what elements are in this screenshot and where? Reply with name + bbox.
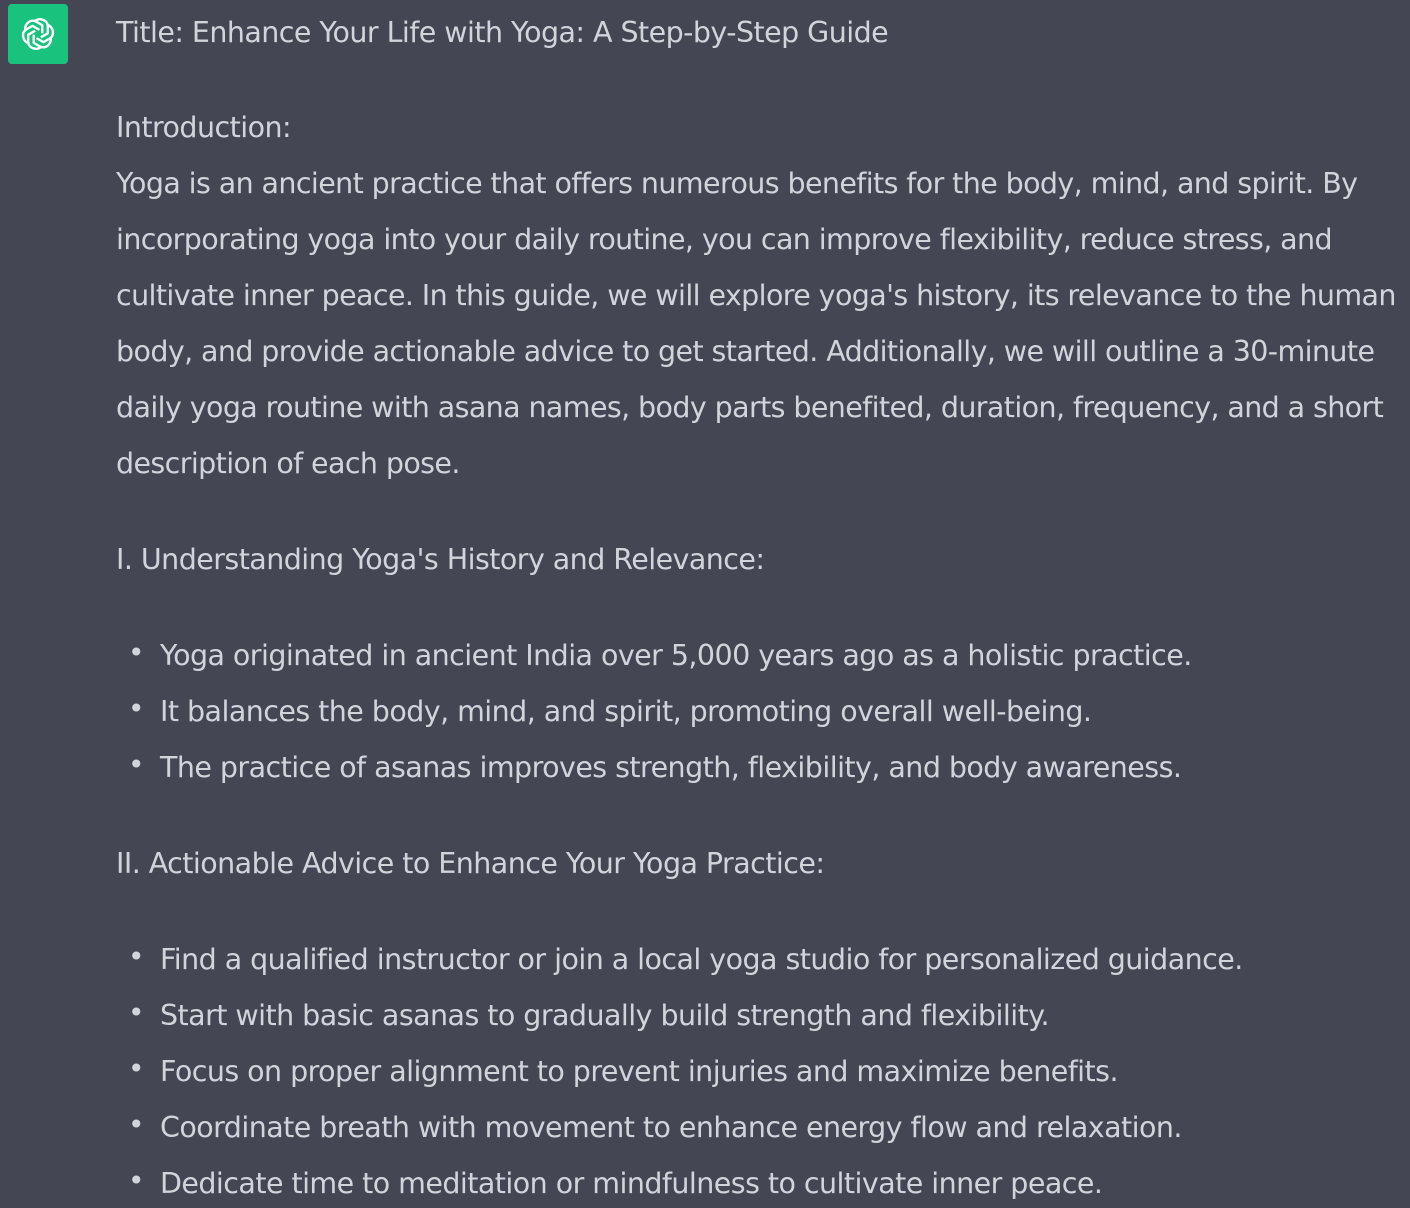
list-item-text: Focus on proper alignment to prevent injuries and maximize benefits. [160,1055,1118,1088]
message-title: Title: Enhance Your Life with Yoga: A Step-by-Step Guide [116,16,889,49]
list-item [116,932,1408,988]
openai-logo-icon [17,13,59,55]
list-item [116,684,1408,740]
list-item-text: It balances the body, mind, and spirit, promoting overall well-being. [160,695,1092,728]
list-item [116,740,1408,796]
assistant-avatar [8,4,68,64]
bullet-icon: • [128,940,144,973]
list-item [116,1156,1408,1208]
list-item [116,1100,1408,1156]
list-item-text: Yoga originated in ancient India over 5,000 years ago as a holistic practice. [160,639,1192,672]
intro-paragraph: Yoga is an ancient practice that offers numerous benefits for the body, mind, and spirit. By incorporating yoga into your daily routine, you can improve flexibility, reduce stress, and cultivate inner peace. In this guide, we will explore yoga's history, its relevance to the human body, and provide actionable advice to get started. Additionally, we will outline a 30-minute daily yoga routine with asana names, body parts benefited, duration, frequency, and a short description of each pose. [116,167,1396,480]
bullet-icon: • [128,692,144,725]
list-item-text: Start with basic asanas to gradually build strength and flexibility. [160,999,1049,1032]
section-heading-advice: II. Actionable Advice to Enhance Your Yoga Practice: [116,847,825,880]
bullet-icon: • [128,1164,144,1197]
bullet-icon: • [128,1108,144,1141]
list-item [116,628,1408,684]
advice-list [116,932,1408,1208]
bullet-icon: • [128,748,144,781]
list-item [116,1044,1408,1100]
assistant-message [116,0,1408,1208]
bullet-icon: • [128,636,144,669]
intro-label: Introduction: [116,111,292,144]
list-item-text: The practice of asanas improves strength, flexibility, and body awareness. [160,751,1182,784]
list-item-text: Dedicate time to meditation or mindfulness to cultivate inner peace. [160,1167,1103,1200]
list-item [116,988,1408,1044]
bullet-icon: • [128,1052,144,1085]
bullet-icon: • [128,996,144,1029]
list-item-text: Find a qualified instructor or join a local yoga studio for personalized guidance. [160,943,1243,976]
section-heading-history: I. Understanding Yoga's History and Relevance: [116,543,765,576]
list-item-text: Coordinate breath with movement to enhance energy flow and relaxation. [160,1111,1182,1144]
history-list [116,628,1408,796]
